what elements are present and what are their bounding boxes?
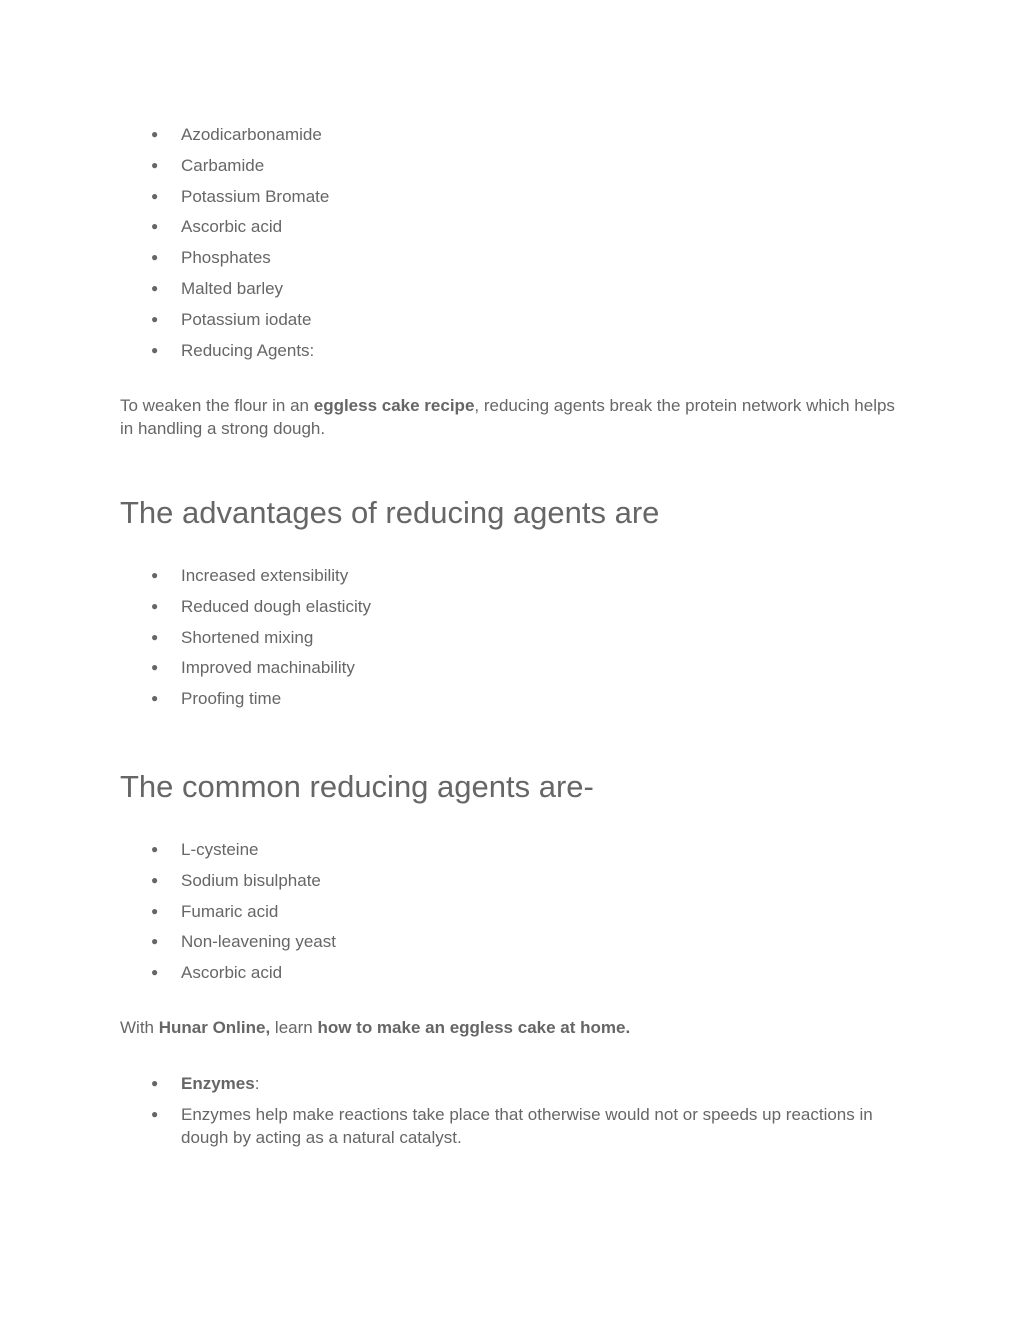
common-agents-heading: The common reducing agents are-	[120, 769, 594, 804]
list-item: ● Carbamide	[120, 154, 910, 177]
list-item: ● Fumaric acid	[120, 900, 910, 923]
list-item: ● Shortened mixing	[120, 626, 910, 649]
list-item	[120, 1072, 910, 1095]
enzymes-list	[120, 1072, 910, 1157]
list-item: ● Reducing Agents:	[120, 339, 910, 362]
paragraph-text: learn	[270, 1018, 318, 1037]
common-agents-list	[120, 838, 910, 992]
paragraph-text: With	[120, 1018, 159, 1037]
colon-text: :	[254, 1074, 260, 1093]
hunar-online-text: Hunar Online,	[158, 1018, 271, 1037]
list-item: ● Phosphates	[120, 246, 910, 269]
eggless-cake-link-text: how to make an eggless cake at home.	[317, 1018, 631, 1037]
list-item: ● Ascorbic acid	[120, 215, 910, 238]
list-item: ● Potassium Bromate	[120, 185, 910, 208]
enzymes-label: Enzymes	[181, 1074, 255, 1093]
list-item: ● Proofing time	[120, 687, 910, 710]
hunar-online-paragraph	[120, 1016, 910, 1039]
list-item: ● Sodium bisulphate	[120, 869, 910, 892]
list-item: ● Potassium iodate	[120, 308, 910, 331]
list-item: ● Increased extensibility	[120, 564, 910, 587]
reducing-agents-paragraph	[120, 394, 910, 440]
ingredient-list	[120, 123, 910, 369]
list-item: ● Azodicarbonamide	[120, 123, 910, 146]
advantages-list	[120, 564, 910, 718]
list-item: ● Enzymes help make reactions take place that otherwise would not or speeds up reactions in dough by acting as a natural catalyst.	[120, 1103, 910, 1149]
list-item: ● L-cysteine	[120, 838, 910, 861]
list-item: ● Improved machinability	[120, 656, 910, 679]
list-item: ● Reduced dough elasticity	[120, 595, 910, 618]
eggless-cake-recipe-text: eggless cake recipe	[313, 396, 475, 415]
advantages-heading: The advantages of reducing agents are	[120, 495, 660, 530]
paragraph-text: , reducing agents break the protein network which helps in handling a strong dough.	[120, 396, 895, 438]
list-item: ● Non-leavening yeast	[120, 930, 910, 953]
list-item: ● Ascorbic acid	[120, 961, 910, 984]
paragraph-text: To weaken the flour in an	[120, 396, 314, 415]
list-item: ● Malted barley	[120, 277, 910, 300]
